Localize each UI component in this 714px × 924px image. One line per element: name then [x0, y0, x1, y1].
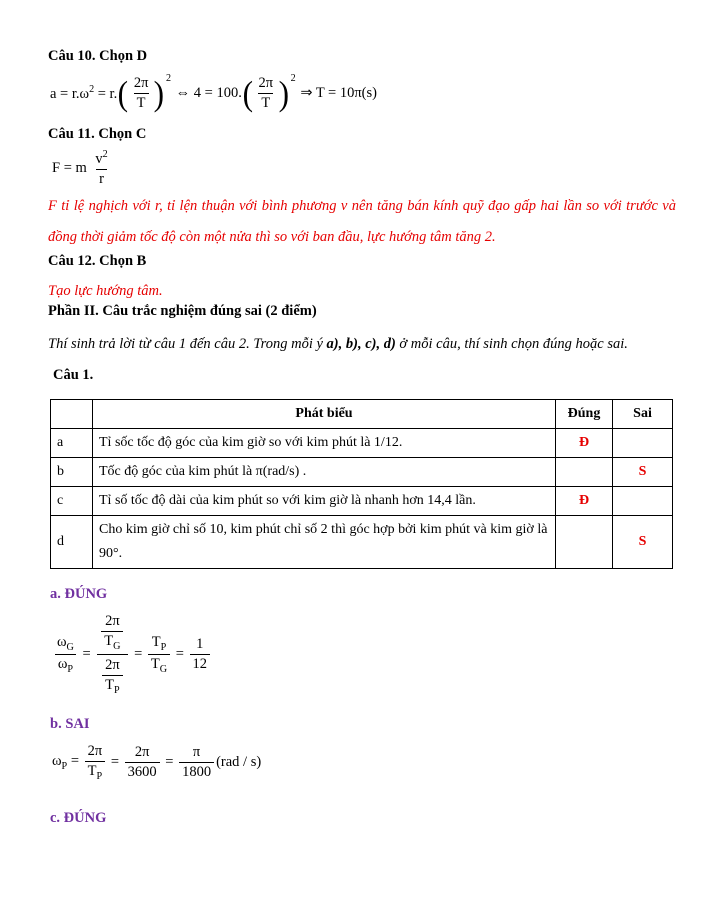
row-label: b — [51, 458, 93, 487]
question-10-heading: Câu 10. Chọn D — [48, 48, 148, 64]
fraction: $v^2$ r — [95, 149, 108, 187]
question-1-heading: Câu 1. — [53, 367, 94, 383]
answer-b-heading: b. SAI — [50, 716, 90, 732]
fraction: 2π $T_P$ — [102, 656, 123, 697]
header-false: Sai — [613, 400, 673, 429]
table-row — [51, 458, 673, 487]
fraction: 2π $T_G$ — [101, 612, 123, 653]
fraction: $\frac{2\pi}{3600}$ — [125, 743, 160, 782]
fraction: $\frac{\pi}{1800}$ — [179, 743, 214, 782]
question-11-explanation: F tỉ lệ nghịch với r, tỉ lện thuận với bình phương v nên tăng bán kính quỹ đạo gấp hai lần so với trước và đồng thời giảm tốc độ còn một nửa thì so với ban đầu, lực hướng tâm tăng 2. — [48, 198, 676, 245]
answer-a-heading: a. ĐÚNG — [50, 586, 108, 602]
fraction — [96, 611, 128, 698]
row-statement: Tỉ số tốc độ dài của kim phút so với kim giờ là nhanh hơn 14,4 lần. — [93, 487, 556, 516]
row-label: c — [51, 487, 93, 516]
row-true-mark: Đ — [556, 487, 613, 516]
row-label: a — [51, 429, 93, 458]
instruction-text-bold: a), b), c), d) — [326, 336, 396, 352]
row-statement: Cho kim giờ chỉ số 10, kim phút chỉ số 2 thì góc hợp bởi kim phút và kim giờ là 90°. — [93, 516, 556, 569]
row-false-mark — [613, 487, 673, 516]
row-label: d — [51, 516, 93, 569]
table-header-row — [51, 400, 673, 429]
question-12-explanation: Tạo lực hướng tâm. — [48, 283, 163, 299]
row-false-mark: S — [613, 458, 673, 487]
part-2-instruction — [48, 336, 688, 353]
question-11-heading: Câu 11. Chọn C — [48, 126, 147, 142]
fraction: 2π T — [258, 75, 274, 111]
row-statement: Tốc độ góc của kim phút là π(rad/s) . — [93, 458, 556, 487]
header-blank — [51, 400, 93, 429]
instruction-text-post: ở mỗi câu, thí sinh chọn đúng hoặc sai. — [395, 336, 628, 352]
answer-a-formula: $\frac{\omega_G}{\omega_P}$ = 2π $T_G$ 2π $T_P$ = $\frac{T_P}{T_G}$ = $\frac{1}{12}$ — [52, 611, 212, 698]
fraction: $\frac{2\pi}{T_P}$ — [85, 742, 106, 783]
question-10-formula: $a = r.\omega^2 = r$. ( 2π T ) 2 ⇔ 4 = 100. ( 2π T ) 2 ⇒ T = 10π(s) — [50, 73, 377, 113]
fraction: $\frac{\omega_G}{\omega_P}$ — [54, 633, 77, 676]
statement-table-body — [51, 429, 673, 569]
fraction: $\frac{T_P}{T_G}$ — [148, 633, 170, 676]
row-true-mark: Đ — [556, 429, 613, 458]
answer-b-formula: $\omega_P$ = $\frac{2\pi}{T_P}$ = $\frac{2\pi}{3600}$ = $\frac{\pi}{1800}$ (rad / s) — [52, 743, 262, 782]
true-false-statement-table — [50, 399, 673, 569]
header-true: Đúng — [556, 400, 613, 429]
header-statement: Phát biểu — [93, 400, 556, 429]
table-row — [51, 429, 673, 458]
row-false-mark — [613, 429, 673, 458]
answer-c-heading: c. ĐÚNG — [50, 810, 107, 826]
question-12-heading: Câu 12. Chọn B — [48, 253, 147, 269]
table-row — [51, 516, 673, 569]
part-2-heading: Phần II. Câu trắc nghiệm đúng sai (2 điểm) — [48, 303, 317, 319]
row-true-mark — [556, 458, 613, 487]
row-false-mark: S — [613, 516, 673, 569]
row-true-mark — [556, 516, 613, 569]
question-11-formula: F = m $v^2$ r — [52, 148, 113, 189]
table-row — [51, 487, 673, 516]
row-statement: Tỉ sốc tốc độ góc của kim giờ so với kim phút là 1/12. — [93, 429, 556, 458]
fraction: 2π T — [133, 75, 149, 111]
instruction-text-pre: Thí sinh trả lời từ câu 1 đến câu 2. Trong mỗi ý — [48, 336, 327, 352]
fraction: $\frac{1}{12}$ — [190, 635, 211, 674]
